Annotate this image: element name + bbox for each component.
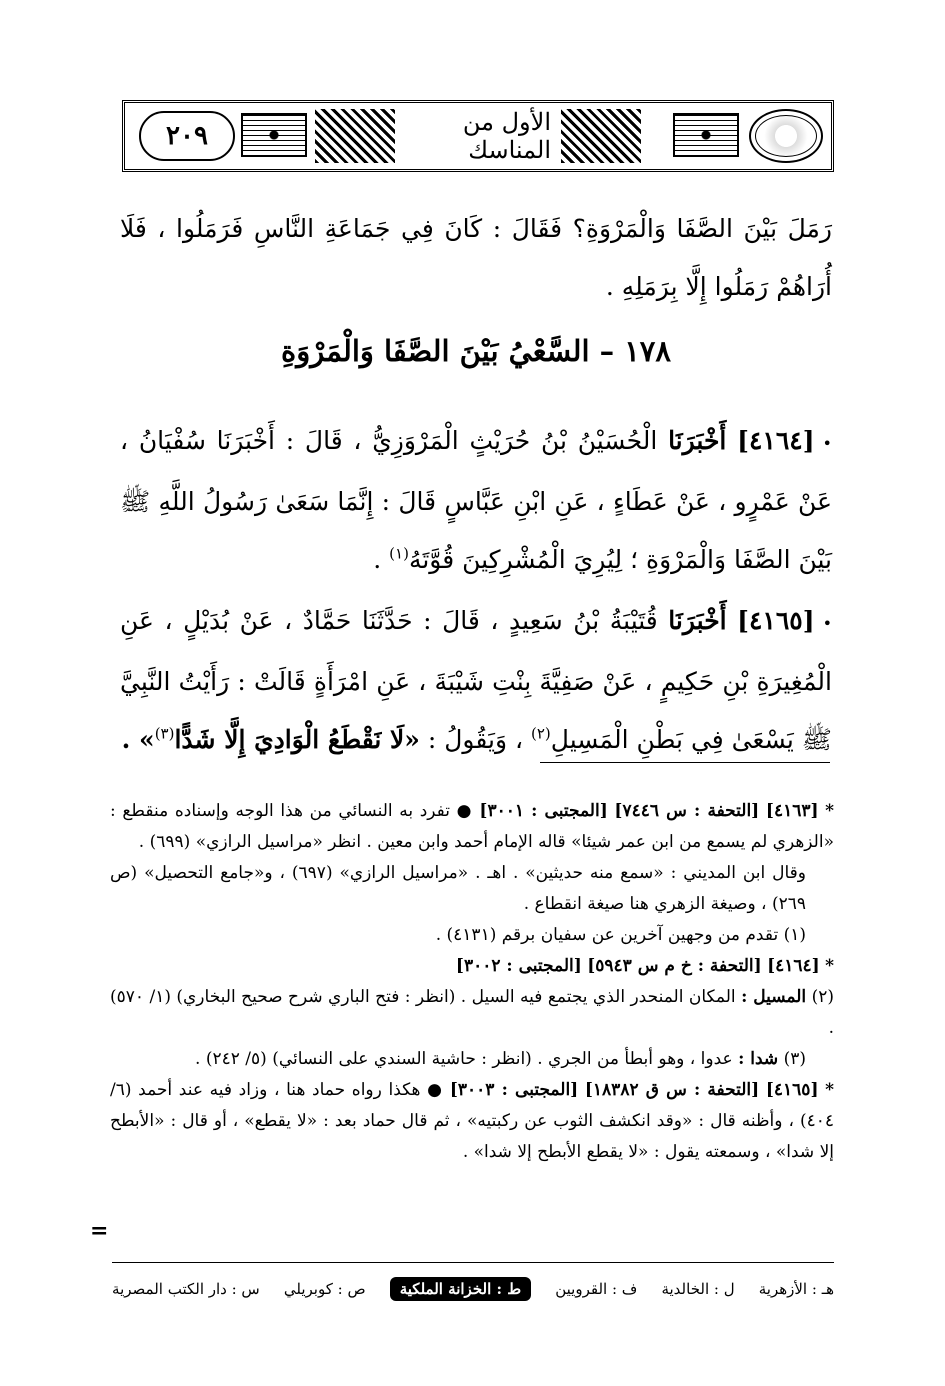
akhbarana-word: أَخْبَرَنَا (668, 606, 727, 635)
akhbarana-word: أَخْبَرَنَا (668, 426, 727, 455)
hadith-text: الْحُسَيْنُ بْنُ حُرَيْثٍ الْمَرْوَزِيُّ ، قَالَ : أَخْبَرَنَا سُفْيَانُ ، عَنْ عَمْرٍو ، عَنْ عَطَاءٍ ، عَنِ ابْنِ عَبَّاسٍ قَالَ : إِنَّمَا سَعَىٰ رَسُولُ اللَّهِ ﷺ بَيْنَ الصَّفَا وَالْمَرْوَةِ ؛ لِيُرِيَ الْمُشْرِكِينَ قُوَّتَهُ (120, 426, 832, 574)
opening-paragraph: رَمَلَ بَيْنَ الصَّفَا وَالْمَرْوَةِ؟ فَقَالَ : كَانَ فِي جَمَاعَةِ النَّاسِ فَرَمَلُوا ، فَلَا أُرَاهُمْ رَمَلُوا إِلَّا بِرَمَلِهِ . (120, 214, 832, 301)
hadith-text: قُتَيْبَةُ بْنُ سَعِيدٍ ، قَالَ : حَدَّثَنَا حَمَّادٌ ، عَنْ بُدَيْلٍ ، عَنِ الْمُغِيرَةِ بْنِ حَكِيمٍ ، عَنْ صَفِيَّةَ بِنْتِ شَيْبَةَ ، عَنِ امْرَأَةٍ قَالَتْ : رَأَيْتُ النَّبِيَّ ﷺ يَسْعَىٰ فِي بَطْنِ الْمَسِيلِ (120, 606, 832, 754)
key-item-highlighted: ط : الخزانة الملكية (390, 1277, 531, 1301)
footnote-3: (٣) شدا : عدوا ، وهو أبطأ من الجري . (انظر : حاشية السندي على النسائي) (٥/ ٢٤٢) . (195, 1049, 806, 1069)
footnote-marker: (١) (389, 544, 409, 563)
quote-end: » . (121, 725, 155, 754)
footnote-continuation: وقال ابن المديني : «سمع منه حديثين» . اهـ . «مراسيل الرازي» (٦٩٧) ، و«جامع التحصيل» (ص ٢٦٩) ، وصيغة الزهري هنا صيغة انقطاع . (110, 863, 806, 914)
prophetic-quote: «لَا نَقْطَعُ الْوَادِيَ إِلَّا شَدًّا (174, 725, 420, 754)
key-item: هـ : الأزهرية (758, 1280, 834, 1298)
manuscript-key (112, 1272, 834, 1306)
footnote-takhrij-4165: * [٤١٦٥] [التحفة : س ق ١٨٣٨٢] [المجتبى : ٣٠٠٣] ● هكذا رواه حماد هنا ، وزاد فيه عند أحمد (٦/ ٤٠٤) ، وأظنه قال : «وقد انكشف الثوب عن ركبتيه» ، ثم قال حماد بعد : «لا يقطع» ، أو قال : «الأبطح إلا شدا» ، وسمعته يقول : «لا يقطع الأبطح إلا شدا» . (110, 1080, 835, 1162)
hadith-number: [٤١٦٥] (737, 606, 815, 635)
hadith-text-end: . (373, 545, 390, 574)
section-heading: ١٧٨ – السَّعْيُ بَيْنَ الصَّفَا وَالْمَرْوَةِ (281, 334, 671, 368)
header-pattern-left (315, 109, 395, 163)
publisher-logo-icon (749, 109, 823, 163)
header-ornament-left (241, 113, 307, 157)
chapter-title: الأول من المناسك (405, 111, 551, 161)
footnote-1: (١) تقدم من وجهين آخرين عن سفيان برقم (٤١٣١) . (435, 925, 806, 945)
key-item: س : دار الكتب المصرية (112, 1280, 260, 1298)
footnote-takhrij-4164: * [٤١٦٤] [التحفة : خ م س ٥٩٤٣] [المجتبى : ٣٠٠٢] (455, 956, 834, 976)
footnote-marker: (٣) (154, 724, 175, 743)
hadith-text-mid: ، وَيَقُولُ : (419, 725, 531, 754)
hadith-4164 (120, 412, 832, 589)
footnotes (110, 796, 834, 1168)
key-item: ص : كوبريلي (283, 1280, 366, 1298)
key-item: ف : القرويين (555, 1280, 638, 1298)
header-ornament-right (673, 113, 739, 157)
continuation-mark: = (90, 1218, 109, 1244)
hadith-number: [٤١٦٤] (737, 426, 815, 455)
bullet-icon: • (822, 434, 832, 453)
header-pattern-right (561, 109, 641, 163)
footnote-separator (540, 762, 830, 763)
page-header (122, 100, 834, 172)
hadith-4165 (120, 592, 832, 769)
key-item: ل : الخالدية (661, 1280, 735, 1298)
footnote-2: (٢) المسيل : المكان المنحدر الذي يجتمع فيه السيل . (انظر : فتح الباري شرح صحيح البخاري) (١/ ٥٧٠) . (110, 987, 835, 1038)
footnote-marker: (٢) (530, 724, 551, 743)
page-number: ٢٠٩ (139, 111, 235, 161)
key-separator (112, 1262, 834, 1263)
bullet-icon: • (822, 614, 832, 633)
footnote-takhrij-4163: * [٤١٦٣] [التحفة : س ٧٤٤٦] [المجتبى : ٣٠٠١] ● تفرد به النسائي من هذا الوجه وإسناده منقطع : «الزهري لم يسمع من ابن عمر شيئا» قاله الإمام أحمد وابن معين . انظر «مراسيل الرازي» (٦٩٩) . (110, 801, 835, 852)
